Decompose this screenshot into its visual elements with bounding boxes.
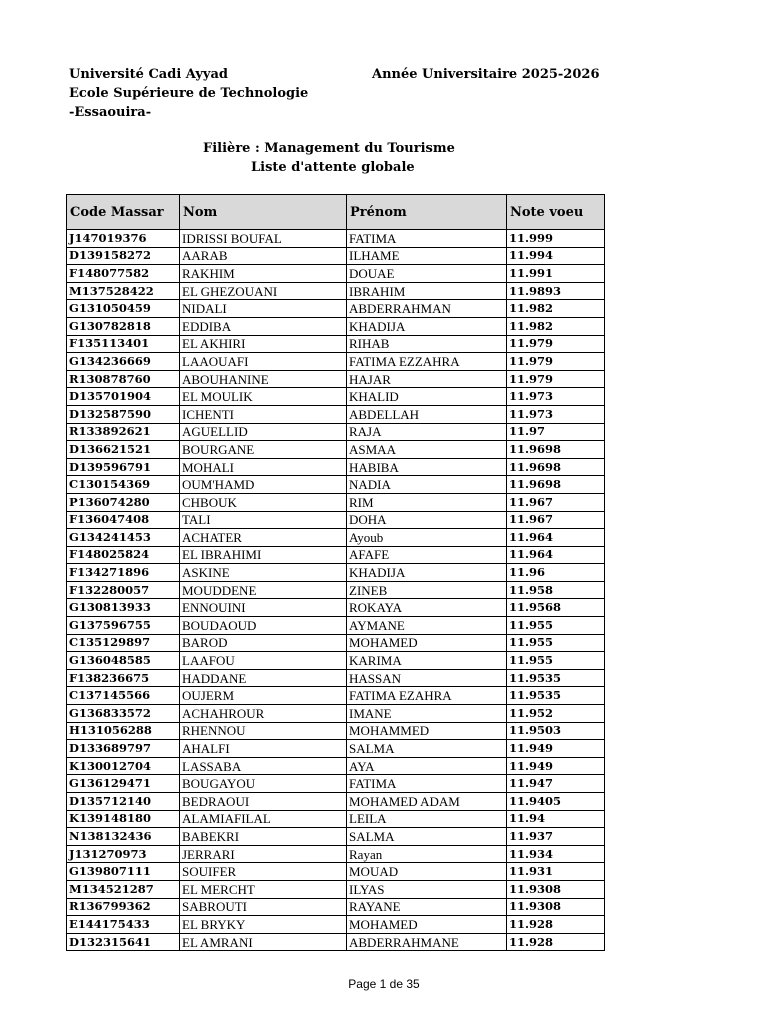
cell-note-voeu: 11.955 (507, 652, 605, 670)
cell-note-voeu: 11.999 (507, 230, 605, 248)
cell-note-voeu: 11.973 (507, 405, 605, 423)
cell-nom: BAROD (180, 634, 347, 652)
table-row (67, 863, 605, 881)
cell-code-massar: H131056288 (67, 722, 180, 740)
cell-code-massar: M134521287 (67, 880, 180, 898)
cell-prenom: KHADIJA (347, 564, 507, 582)
table-row (67, 529, 605, 547)
cell-nom: LASSABA (180, 757, 347, 775)
cell-prenom: Ayoub (347, 529, 507, 547)
cell-code-massar: G134241453 (67, 529, 180, 547)
table-row (67, 265, 605, 283)
cell-nom: MOHALI (180, 458, 347, 476)
cell-note-voeu: 11.979 (507, 370, 605, 388)
table-row (67, 810, 605, 828)
cell-prenom: ILHAME (347, 247, 507, 265)
cell-code-massar: N138132436 (67, 828, 180, 846)
cell-nom: ASKINE (180, 564, 347, 582)
cell-nom: TALI (180, 511, 347, 529)
cell-code-massar: D136621521 (67, 441, 180, 459)
cell-prenom: Rayan (347, 845, 507, 863)
table-row (67, 652, 605, 670)
cell-note-voeu: 11.94 (507, 810, 605, 828)
cell-nom: ABOUHANINE (180, 370, 347, 388)
cell-note-voeu: 11.937 (507, 828, 605, 846)
cell-code-massar: G134236669 (67, 353, 180, 371)
cell-nom: ENNOUINI (180, 599, 347, 617)
filiere-title: Filière : Management du Tourisme (203, 141, 455, 156)
table-row (67, 581, 605, 599)
cell-note-voeu: 11.967 (507, 493, 605, 511)
cell-nom: EDDIBA (180, 317, 347, 335)
cell-code-massar: R136799362 (67, 898, 180, 916)
school-name: Ecole Supérieure de Technologie (69, 86, 309, 101)
cell-note-voeu: 11.949 (507, 740, 605, 758)
cell-note-voeu: 11.979 (507, 353, 605, 371)
table-row (67, 511, 605, 529)
table-row (67, 916, 605, 934)
cell-prenom: MOHAMED (347, 634, 507, 652)
cell-prenom: HABIBA (347, 458, 507, 476)
table-row (67, 845, 605, 863)
cell-note-voeu: 11.955 (507, 634, 605, 652)
cell-nom: ACHAHROUR (180, 705, 347, 723)
column-header-note-voeu: Note voeu (507, 195, 605, 230)
cell-note-voeu: 11.9698 (507, 476, 605, 494)
cell-prenom: ASMAA (347, 441, 507, 459)
cell-nom: SABROUTI (180, 898, 347, 916)
cell-code-massar: D139596791 (67, 458, 180, 476)
cell-note-voeu: 11.928 (507, 933, 605, 951)
cell-nom: AHALFI (180, 740, 347, 758)
cell-prenom: RAYANE (347, 898, 507, 916)
cell-code-massar: D135701904 (67, 388, 180, 406)
table-row (67, 458, 605, 476)
table-row (67, 757, 605, 775)
table-row (67, 898, 605, 916)
cell-code-massar: D132587590 (67, 405, 180, 423)
cell-prenom: SALMA (347, 828, 507, 846)
cell-nom: BOUGAYOU (180, 775, 347, 793)
cell-prenom: ZINEB (347, 581, 507, 599)
cell-note-voeu: 11.9308 (507, 880, 605, 898)
cell-prenom: NADIA (347, 476, 507, 494)
table-row (67, 669, 605, 687)
cell-code-massar: C130154369 (67, 476, 180, 494)
cell-prenom: ROKAYA (347, 599, 507, 617)
table-body (67, 230, 605, 951)
cell-note-voeu: 11.952 (507, 705, 605, 723)
cell-prenom: DOHA (347, 511, 507, 529)
column-header-code-massar: Code Massar (67, 195, 180, 230)
table-row (67, 493, 605, 511)
cell-code-massar: D135712140 (67, 793, 180, 811)
cell-note-voeu: 11.964 (507, 529, 605, 547)
table-row (67, 282, 605, 300)
cell-note-voeu: 11.9405 (507, 793, 605, 811)
cell-prenom: DOUAE (347, 265, 507, 283)
cell-note-voeu: 11.9535 (507, 669, 605, 687)
cell-nom: ACHATER (180, 529, 347, 547)
cell-prenom: RAJA (347, 423, 507, 441)
cell-nom: EL BRYKY (180, 916, 347, 934)
cell-prenom: KARIMA (347, 652, 507, 670)
cell-note-voeu: 11.949 (507, 757, 605, 775)
cell-code-massar: M137528422 (67, 282, 180, 300)
cell-nom: AGUELLID (180, 423, 347, 441)
table-row (67, 230, 605, 248)
cell-prenom: AFAFE (347, 546, 507, 564)
cell-nom: RAKHIM (180, 265, 347, 283)
cell-nom: BOURGANE (180, 441, 347, 459)
cell-nom: CHBOUK (180, 493, 347, 511)
cell-note-voeu: 11.96 (507, 564, 605, 582)
cell-nom: NIDALI (180, 300, 347, 318)
cell-note-voeu: 11.991 (507, 265, 605, 283)
table-row (67, 775, 605, 793)
cell-prenom: AYA (347, 757, 507, 775)
table-row (67, 335, 605, 353)
table-row (67, 405, 605, 423)
cell-nom: EL AMRANI (180, 933, 347, 951)
table-row (67, 441, 605, 459)
cell-code-massar: K130012704 (67, 757, 180, 775)
cell-note-voeu: 11.97 (507, 423, 605, 441)
cell-prenom: IBRAHIM (347, 282, 507, 300)
cell-nom: BOUDAOUD (180, 617, 347, 635)
table-row (67, 247, 605, 265)
cell-note-voeu: 11.994 (507, 247, 605, 265)
list-title: Liste d'attente globale (251, 160, 415, 175)
cell-prenom: ABDERRAHMANE (347, 933, 507, 951)
table-row (67, 880, 605, 898)
cell-prenom: MOUAD (347, 863, 507, 881)
cell-code-massar: G130813933 (67, 599, 180, 617)
cell-prenom: KHALID (347, 388, 507, 406)
document-titles (0, 139, 768, 177)
cell-note-voeu: 11.967 (507, 511, 605, 529)
table-row (67, 317, 605, 335)
cell-code-massar: K139148180 (67, 810, 180, 828)
cell-prenom: AYMANE (347, 617, 507, 635)
cell-nom: OUM'HAMD (180, 476, 347, 494)
cell-code-massar: D132315641 (67, 933, 180, 951)
cell-prenom: MOHAMED (347, 916, 507, 934)
cell-code-massar: C135129897 (67, 634, 180, 652)
cell-note-voeu: 11.9893 (507, 282, 605, 300)
cell-nom: EL AKHIRI (180, 335, 347, 353)
table-row (67, 828, 605, 846)
cell-code-massar: C137145566 (67, 687, 180, 705)
cell-prenom: SALMA (347, 740, 507, 758)
cell-note-voeu: 11.9698 (507, 458, 605, 476)
cell-prenom: KHADIJA (347, 317, 507, 335)
cell-nom: OUJERM (180, 687, 347, 705)
cell-code-massar: G131050459 (67, 300, 180, 318)
cell-prenom: ABDERRAHMAN (347, 300, 507, 318)
cell-prenom: FATIMA (347, 775, 507, 793)
table-row (67, 634, 605, 652)
cell-note-voeu: 11.9698 (507, 441, 605, 459)
cell-nom: IDRISSI BOUFAL (180, 230, 347, 248)
cell-nom: BABEKRI (180, 828, 347, 846)
cell-code-massar: P136074280 (67, 493, 180, 511)
cell-code-massar: D133689797 (67, 740, 180, 758)
cell-nom: EL MERCHT (180, 880, 347, 898)
cell-nom: EL IBRAHIMI (180, 546, 347, 564)
cell-note-voeu: 11.955 (507, 617, 605, 635)
cell-code-massar: F148077582 (67, 265, 180, 283)
cell-code-massar: G136048585 (67, 652, 180, 670)
cell-prenom: ILYAS (347, 880, 507, 898)
cell-code-massar: F136047408 (67, 511, 180, 529)
cell-nom: AARAB (180, 247, 347, 265)
table-row (67, 564, 605, 582)
cell-note-voeu: 11.931 (507, 863, 605, 881)
cell-prenom: FATIMA (347, 230, 507, 248)
school-city: -Essaouira- (69, 105, 152, 120)
institution-header (69, 66, 308, 123)
cell-prenom: LEILA (347, 810, 507, 828)
cell-code-massar: R133892621 (67, 423, 180, 441)
cell-code-massar: G136833572 (67, 705, 180, 723)
cell-note-voeu: 11.9503 (507, 722, 605, 740)
table-header-row (67, 195, 605, 230)
cell-nom: LAAOUAFI (180, 353, 347, 371)
cell-prenom: HASSAN (347, 669, 507, 687)
waiting-list-table (66, 194, 605, 951)
cell-prenom: ABDELLAH (347, 405, 507, 423)
table-row (67, 740, 605, 758)
table-row (67, 546, 605, 564)
cell-note-voeu: 11.9308 (507, 898, 605, 916)
table-row (67, 687, 605, 705)
cell-code-massar: G130782818 (67, 317, 180, 335)
cell-nom: SOUIFER (180, 863, 347, 881)
cell-code-massar: D139158272 (67, 247, 180, 265)
table-row (67, 793, 605, 811)
cell-note-voeu: 11.9535 (507, 687, 605, 705)
cell-code-massar: F138236675 (67, 669, 180, 687)
cell-nom: RHENNOU (180, 722, 347, 740)
cell-prenom: HAJAR (347, 370, 507, 388)
cell-nom: MOUDDENE (180, 581, 347, 599)
table-row (67, 423, 605, 441)
cell-nom: ALAMIAFILAL (180, 810, 347, 828)
table-row (67, 388, 605, 406)
page-number: Page 1 de 35 (348, 977, 420, 991)
cell-note-voeu: 11.928 (507, 916, 605, 934)
cell-code-massar: R130878760 (67, 370, 180, 388)
cell-code-massar: F148025824 (67, 546, 180, 564)
cell-code-massar: F134271896 (67, 564, 180, 582)
university-name: Université Cadi Ayyad (69, 67, 228, 82)
cell-note-voeu: 11.979 (507, 335, 605, 353)
table-row (67, 705, 605, 723)
cell-code-massar: G136129471 (67, 775, 180, 793)
cell-code-massar: G137596755 (67, 617, 180, 635)
column-header-nom: Nom (180, 195, 347, 230)
cell-prenom: FATIMA EZAHRA (347, 687, 507, 705)
cell-note-voeu: 11.973 (507, 388, 605, 406)
cell-prenom: RIHAB (347, 335, 507, 353)
cell-code-massar: F135113401 (67, 335, 180, 353)
cell-prenom: RIM (347, 493, 507, 511)
cell-code-massar: E144175433 (67, 916, 180, 934)
cell-nom: LAAFOU (180, 652, 347, 670)
cell-note-voeu: 11.982 (507, 300, 605, 318)
cell-prenom: IMANE (347, 705, 507, 723)
cell-nom: EL GHEZOUANI (180, 282, 347, 300)
table-row (67, 933, 605, 951)
table-row (67, 722, 605, 740)
table-row (67, 370, 605, 388)
cell-prenom: MOHAMED ADAM (347, 793, 507, 811)
table-row (67, 476, 605, 494)
cell-nom: BEDRAOUI (180, 793, 347, 811)
table-row (67, 599, 605, 617)
cell-nom: ICHENTI (180, 405, 347, 423)
cell-code-massar: J147019376 (67, 230, 180, 248)
column-header-prenom: Prénom (347, 195, 507, 230)
table-row (67, 300, 605, 318)
cell-code-massar: G139807111 (67, 863, 180, 881)
cell-note-voeu: 11.934 (507, 845, 605, 863)
cell-nom: EL MOULIK (180, 388, 347, 406)
table-row (67, 353, 605, 371)
table-row (67, 617, 605, 635)
cell-note-voeu: 11.964 (507, 546, 605, 564)
academic-year: Année Universitaire 2025-2026 (372, 67, 600, 82)
cell-note-voeu: 11.958 (507, 581, 605, 599)
cell-prenom: MOHAMMED (347, 722, 507, 740)
cell-note-voeu: 11.982 (507, 317, 605, 335)
cell-nom: HADDANE (180, 669, 347, 687)
cell-code-massar: F132280057 (67, 581, 180, 599)
cell-code-massar: J131270973 (67, 845, 180, 863)
cell-prenom: FATIMA EZZAHRA (347, 353, 507, 371)
cell-nom: JERRARI (180, 845, 347, 863)
cell-note-voeu: 11.9568 (507, 599, 605, 617)
cell-note-voeu: 11.947 (507, 775, 605, 793)
